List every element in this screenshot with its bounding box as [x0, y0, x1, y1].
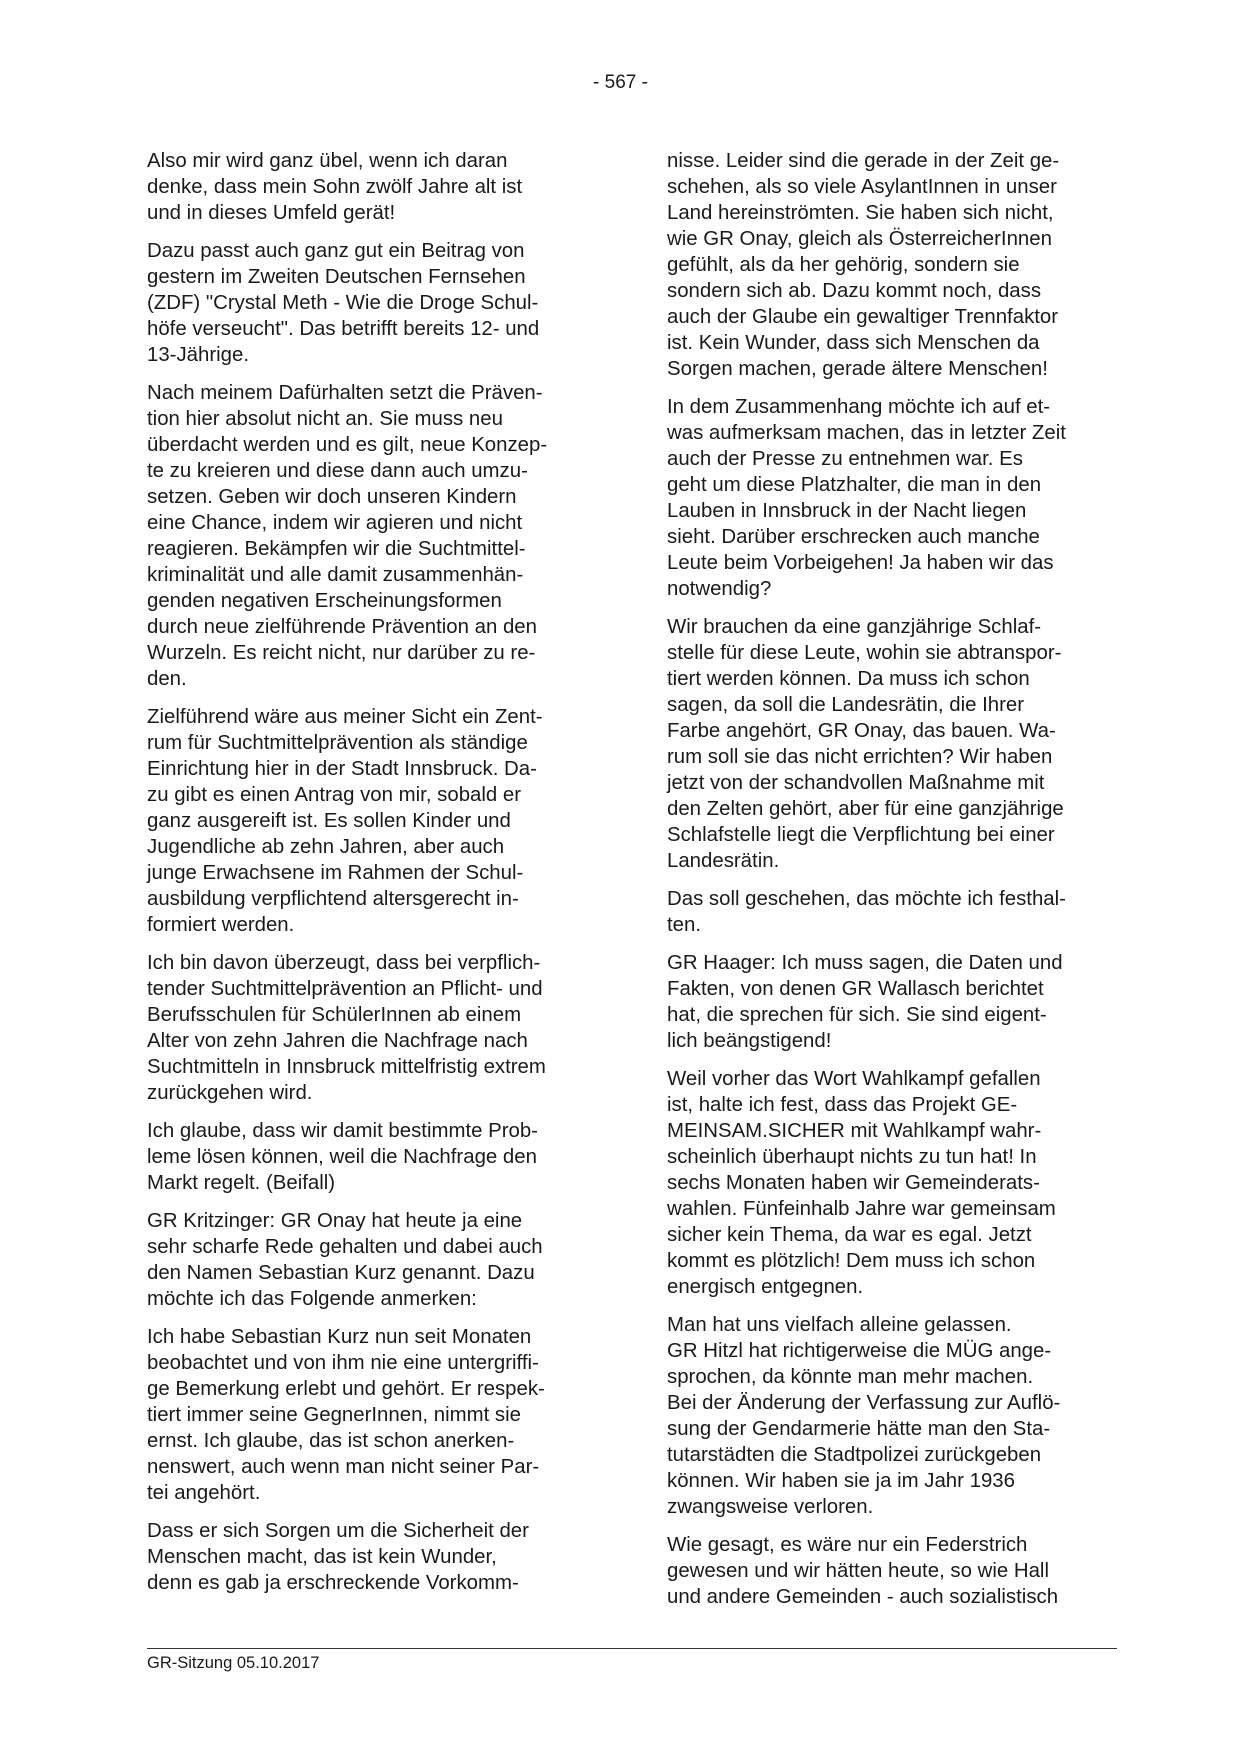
paragraph: Wir brauchen da eine ganzjährige Schlaf- stelle für diese Leute, wohin sie abtranspor- tiert werden können. Da muss ich schon sagen, da soll die Landesrätin, die Ihrer Farbe angehört, GR Onay, das bauen. Wa- rum soll sie das nicht errichten? Wir haben jetzt von der schandvollen Maßnahme mit den Zelten gehört, aber für eine ganzjährige Schlafstelle liegt die Verpflichtung bei einer Landesrätin. [667, 616, 1064, 872]
right-column [667, 148, 1117, 1622]
paragraph: nisse. Leider sind die gerade in der Zeit ge- schehen, als so viele AsylantInnen in unser Land hereinströmten. Sie haben sich nicht, wie GR Onay, gleich als ÖsterreicherInnen gefühlt, als da her gehörig, sondern sie sondern sich ab. Dazu kommt noch, dass auch der Glaube ein gewaltiger Trennfaktor ist. Kein Wunder, dass sich Menschen da Sorgen machen, gerade ältere Menschen! [667, 150, 1060, 380]
paragraph: In dem Zusammenhang möchte ich auf et- was aufmerksam machen, das in letzter Zeit auch der Presse zu entnehmen war. Es geht um diese Platzhalter, die man in den Lauben in Innsbruck in der Nacht liegen sieht. Darüber erschrecken auch manche Leute beim Vorbeigehen! Ja haben wir das notwendig? [667, 396, 1066, 600]
paragraph: Also mir wird ganz übel, wenn ich daran denke, dass mein Sohn zwölf Jahre alt ist und in dieses Umfeld gerät! [147, 150, 523, 224]
footer-session-date: GR-Sitzung 05.10.2017 [147, 1654, 320, 1672]
paragraph: Das soll geschehen, das möchte ich festhal- ten. [667, 888, 1066, 936]
paragraph: GR Haager: Ich muss sagen, die Daten und Fakten, von denen GR Wallasch berichtet hat, die sprechen für sich. Sie sind eigent- lich beängstigend! [667, 952, 1063, 1052]
footer-divider [147, 1648, 1117, 1649]
paragraph: Dass er sich Sorgen um die Sicherheit der Menschen macht, das ist kein Wunder, denn es gab ja erschreckende Vorkomm- [147, 1520, 529, 1594]
paragraph: Ich glaube, dass wir damit bestimmte Prob- leme lösen können, weil die Nachfrage den Markt regelt. (Beifall) [147, 1120, 538, 1194]
page-number: - 567 - [593, 72, 648, 93]
paragraph: Zielführend wäre aus meiner Sicht ein Zent- rum für Suchtmittelprävention als ständige Einrichtung hier in der Stadt Innsbruck. Da- zu gibt es einen Antrag von mir, sobald er ganz ausgereift ist. Es sollen Kinder und Jugendliche ab zehn Jahren, aber auch junge Erwachsene im Rahmen der Schul- ausbildung verpflichtend altersgerecht in- formiert werden. [147, 706, 543, 936]
paragraph: Ich bin davon überzeugt, dass bei verpflich- tender Suchtmittelprävention an Pflicht- und Berufsschulen für SchülerInnen ab einem Alter von zehn Jahren die Nachfrage nach Suchtmitteln in Innsbruck mittelfristig extrem zurückgehen wird. [147, 952, 546, 1104]
paragraph: Wie gesagt, es wäre nur ein Federstrich gewesen und wir hätten heute, so wie Hall und andere Gemeinden - auch sozialistisch [667, 1534, 1059, 1608]
paragraph: Weil vorher das Wort Wahlkampf gefallen ist, halte ich fest, dass das Projekt GE- MEINSAM.SICHER mit Wahlkampf wahr- scheinlich überhaupt nichts zu tun hat! In sechs Monaten haben wir Gemeinderats- wahlen. Fünfeinhalb Jahre war gemeinsam sicher kein Thema, da war es egal. Jetzt kommt es plötzlich! Dem muss ich schon energisch entgegnen. [667, 1068, 1056, 1298]
left-column [147, 148, 597, 1608]
paragraph: Man hat uns vielfach alleine gelassen. GR Hitzl hat richtigerweise die MÜG ange- sprochen, da könnte man mehr machen. Bei der Änderung der Verfassung zur Auflö- sung der Gendarmerie hätte man den Sta- tutarstädten die Stadtpolizei zurückgeben können. Wir haben sie ja im Jahr 1936 zwangsweise verloren. [667, 1314, 1061, 1518]
paragraph: Nach meinem Dafürhalten setzt die Präven- tion hier absolut nicht an. Sie muss neu überdacht werden und es gilt, neue Konzep- te zu kreieren und diese dann auch umzu- setzen. Geben wir doch unseren Kindern eine Chance, indem wir agieren und nicht reagieren. Bekämpfen wir die Suchtmittel- kriminalität und alle damit zusammenhän- genden negativen Erscheinungsformen durch neue zielführende Prävention an den Wurzeln. Es reicht nicht, nur darüber zu re- den. [147, 382, 548, 690]
paragraph: Dazu passt auch ganz gut ein Beitrag von gestern im Zweiten Deutschen Fernsehen (ZDF) "Crystal Meth - Wie die Droge Schul- höfe verseucht". Das betrifft bereits 12- und 13-Jährige. [147, 240, 540, 366]
paragraph: Ich habe Sebastian Kurz nun seit Monaten beobachtet und von ihm nie eine untergriffi- ge Bemerkung erlebt und gehört. Er respek- tiert immer seine GegnerInnen, nimmt sie ernst. Ich glaube, das ist schon anerken- nenswert, auch wenn man nicht seiner Par- tei angehört. [147, 1326, 545, 1504]
paragraph: GR Kritzinger: GR Onay hat heute ja eine sehr scharfe Rede gehalten und dabei auch den Namen Sebastian Kurz genannt. Dazu möchte ich das Folgende anmerken: [147, 1210, 543, 1310]
